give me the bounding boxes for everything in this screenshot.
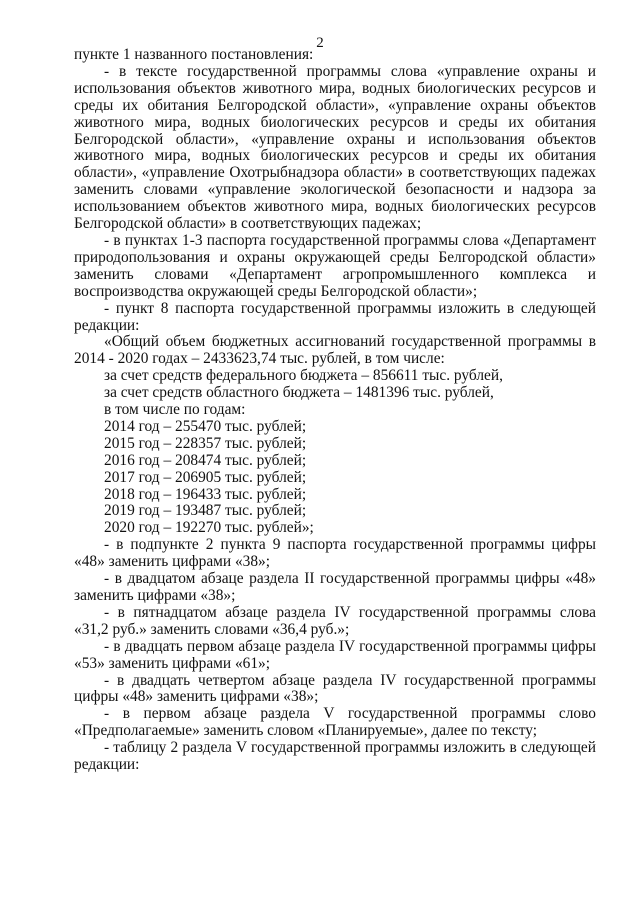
year-line-2017: 2017 год – 206905 тыс. рублей;	[104, 468, 307, 486]
paragraph-table2-intro: - таблицу 2 раздела V государственной программы изложить в следующей редакции:	[74, 739, 596, 774]
paragraph-by-years: в том числе по годам:	[104, 401, 246, 419]
paragraph-federal-budget: за счет средств федерального бюджета – 856611 тыс. рублей,	[104, 367, 503, 385]
paragraph-rename-management: - в тексте государственной программы слова «управление охраны и использования объектов животного мира, водных биологических ресурсов и среды их обитания Белгородской области», «управление охраны объектов животного мира, водных биологических ресурсов и среды их обитания Белгородской области», «управление охраны и использования объектов животного мира, водных биологических ресурсов и среды их обитания области», «управление Охотрыбнадзора области» в соответствующих падежах заменить словами «управление экологической безопасности и надзора за использованием объектов животного мира, водных биологических ресурсов Белгородской области» в соответствующих падежах;	[74, 62, 596, 233]
paragraph-regional-budget: за счет средств областного бюджета – 1481396 тыс. рублей,	[104, 384, 494, 402]
paragraph-intro: пункте 1 названного постановления:	[74, 46, 314, 63]
paragraph-section4-digits-38: - в двадцать четвертом абзаце раздела IV государственной программы цифры «48» заменить цифрами «38»;	[74, 671, 596, 706]
paragraph-item8-intro: - пункт 8 паспорта государственной программы изложить в следующей редакции:	[74, 299, 596, 334]
paragraph-section5-word-change: - в первом абзаце раздела V государственной программы слово «Предполагаемые» заменить словом «Планируемые», далее по тексту;	[74, 705, 596, 740]
paragraph-budget-total: «Общий объем бюджетных ассигнований государственной программы в 2014 - 2020 годах – 2433623,74 тыс. рублей, в том числе:	[74, 333, 596, 368]
year-line-2018: 2018 год – 196433 тыс. рублей;	[104, 485, 307, 503]
year-line-2019: 2019 год – 193487 тыс. рублей;	[104, 502, 307, 520]
year-line-2015: 2015 год – 228357 тыс. рублей;	[104, 434, 307, 452]
paragraph-item9-change: - в подпункте 2 пункта 9 паспорта государственной программы цифры «48» заменить цифрами «38»;	[74, 536, 596, 571]
page-number: 2	[316, 35, 324, 51]
paragraph-section2-change: - в двадцатом абзаце раздела II государственной программы цифры «48» заменить цифрами «38»;	[74, 570, 596, 604]
paragraph-rename-department: - в пунктах 1-3 паспорта государственной программы слова «Департамент природопользования и охраны окружающей среды Белгородской области» заменить словами «Департамент агропромышленного комплекса и воспроизводства окружающей среды Белгородской области»;	[74, 231, 596, 300]
year-line-2014: 2014 год – 255470 тыс. рублей;	[104, 417, 307, 435]
year-line-2020: 2020 год – 192270 тыс. рублей»;	[104, 519, 314, 537]
paragraph-section4-digits-61: - в двадцать первом абзаце раздела IV государственной программы цифры «53» заменить цифрами «61»;	[74, 637, 596, 672]
paragraph-section4-words-change: - в пятнадцатом абзаце раздела IV государственной программы слова «31,2 руб.» заменить словами «36,4 руб.»;	[74, 603, 596, 638]
year-line-2016: 2016 год – 208474 тыс. рублей;	[104, 451, 307, 469]
document-body	[74, 47, 596, 774]
